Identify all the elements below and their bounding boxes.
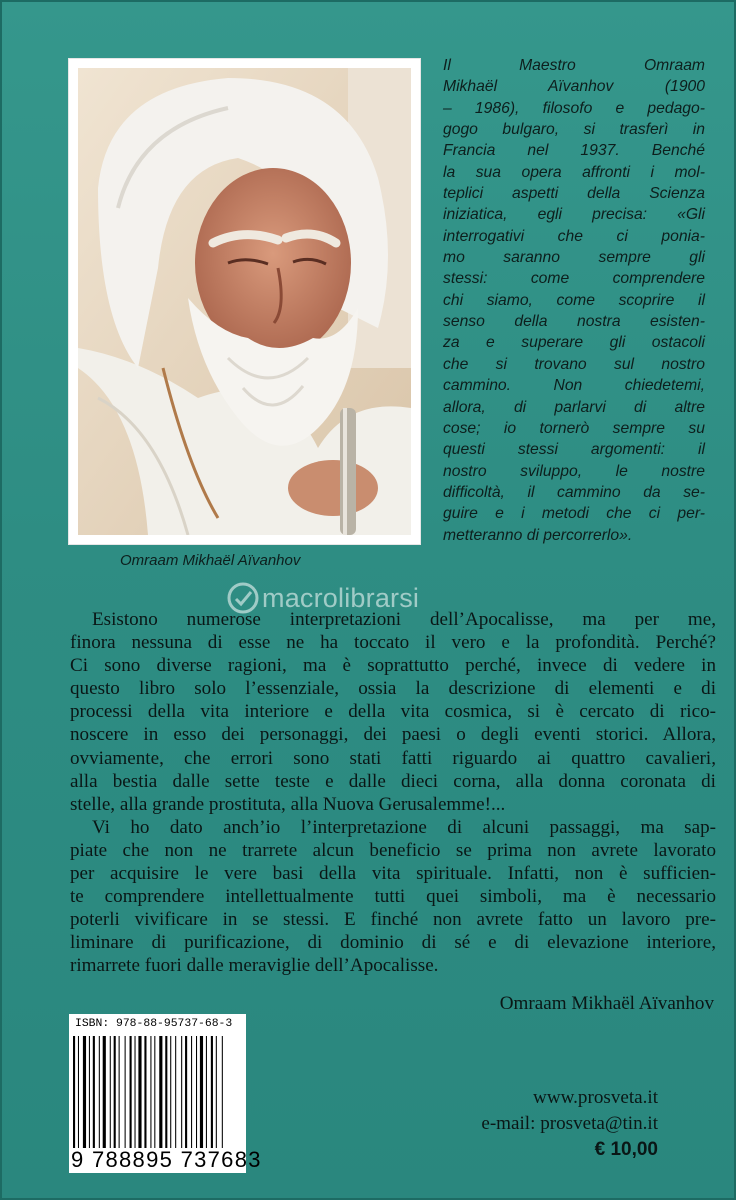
bio-line: questi stessi argomenti: il [443, 441, 705, 459]
barcode-bar [154, 1036, 155, 1148]
barcode-bar [135, 1036, 136, 1148]
photo-caption: Omraam Mikhaël Aïvanhov [120, 552, 301, 569]
barcode-bar [130, 1036, 132, 1148]
barcode-bar [144, 1036, 146, 1148]
bio-line: la sua opera affronti i mol- [443, 163, 705, 181]
description-line: noscere in esso dei personaggi, dei paesi o degli eventi storici. Allora, [70, 724, 716, 746]
description-line: Ci sono diverse ragioni, ma è soprattutto perché, invece di vedere in [70, 655, 716, 677]
bio-line: cammino. Non chiedetemi, [443, 377, 705, 395]
barcode-bar [165, 1036, 167, 1148]
barcode-bar [175, 1036, 176, 1148]
isbn-label: ISBN: 978-88-95737-68-3 [75, 1018, 233, 1030]
description-line: poterli vivificare in se stessi. E finché non avrete fatto un lavoro pre- [70, 909, 716, 931]
description-line: rimarrete fuori dalle meraviglie dell’Apocalisse. [70, 955, 439, 977]
description-line: te comprendere intellettualmente tutti quei simboli, ma è necessario [70, 886, 716, 908]
bio-line: za e superare gli ostacoli [443, 334, 705, 352]
author-bio [443, 55, 705, 546]
bio-line: chi siamo, come scoprire il [443, 291, 705, 309]
bio-line: teplici aspetti della Scienza [443, 185, 705, 203]
bio-line: interrogativi che ci ponia- [443, 227, 705, 245]
description-line: ovviamente, che errori sono stati fatti riguardo ai quattro cavalieri, [70, 747, 716, 769]
description-line: Esistono numerose interpretazioni dell’Apocalisse, ma per me, [92, 609, 716, 630]
bio-line: senso della nostra esisten- [443, 313, 705, 331]
description-line: finora nessuna di esse ne ha toccato il vero e la profondità. Perché? [70, 632, 716, 654]
bio-line: cose; io tornerò sempre su [443, 419, 705, 437]
barcode-bar [114, 1036, 116, 1148]
barcode-bar [83, 1036, 86, 1148]
isbn-barcode [69, 1014, 262, 1173]
barcode-bar [99, 1036, 100, 1148]
barcode-bar [159, 1036, 162, 1148]
barcode-bar [103, 1036, 106, 1148]
publisher-contacts [481, 1085, 658, 1163]
barcode-bar [125, 1036, 126, 1148]
bio-line: Il Maestro Omraam [443, 57, 705, 74]
barcode-bar [119, 1036, 120, 1148]
description-line: processi della vita interiore e della vita cosmica, si è cercato di rico- [70, 701, 716, 723]
bio-line: guire e i metodi che ci per- [443, 505, 705, 523]
author-photo [78, 68, 411, 535]
barcode-bar [73, 1036, 75, 1148]
barcode-bar [138, 1036, 141, 1148]
website-link[interactable]: www.prosveta.it [533, 1087, 658, 1108]
author-photo-frame [69, 59, 420, 544]
bio-line: allora, di parlarvi di altre [443, 398, 705, 416]
barcode-bar [89, 1036, 90, 1148]
barcode-bar [150, 1036, 151, 1148]
description-line: Vi ho dato anch’io l’interpretazione di alcuni passaggi, ma sap- [92, 816, 716, 838]
bio-line: Mikhaël Aïvanhov (1900 [443, 78, 705, 96]
description-line: piate che non ne trarrete alcun beneficio se prima non avrete lavorato [70, 839, 716, 861]
barcode-bar [185, 1036, 187, 1148]
description-line: per acquisire le vere basi della vita spirituale. Infatti, non è sufficien- [70, 863, 716, 885]
barcode-bar [191, 1036, 192, 1148]
ean-digits: 9 788895 737683 [71, 1147, 262, 1172]
barcode-bar [211, 1036, 213, 1148]
barcode-bar [196, 1036, 197, 1148]
barcode-bar [222, 1036, 223, 1148]
bio-line: Francia nel 1937. Benché [443, 142, 705, 160]
description-line: stelle, alla grande prostituta, alla Nuova Gerusalemme!... [70, 793, 506, 815]
barcode-bar [206, 1036, 207, 1148]
description-signature: Omraam Mikhaël Aïvanhov [499, 993, 714, 1014]
watermark-text: macrolibrarsi [262, 582, 420, 613]
book-description [70, 608, 716, 978]
barcode-bar [78, 1036, 79, 1148]
description-line: alla bestia dalle sette teste e dalle dieci corna, alla donna coronata di [70, 770, 716, 792]
price-label: € 10,00 [594, 1139, 658, 1160]
barcode-bar [200, 1036, 203, 1148]
barcode-bar [170, 1036, 171, 1148]
author-portrait-image [78, 68, 411, 535]
barcode-bar [93, 1036, 95, 1148]
bio-line: che si trovano sul nostro [443, 355, 705, 373]
bio-line: mo saranno sempre gli [443, 249, 705, 267]
description-line: liminare di purificazione, di dominio di sé e di elevazione interiore, [70, 932, 716, 954]
bio-line: stessi: come comprendere [443, 270, 705, 288]
barcode-bar [110, 1036, 111, 1148]
barcode-bar [216, 1036, 217, 1148]
email-link[interactable]: e-mail: prosveta@tin.it [481, 1113, 658, 1134]
barcode-bar [181, 1036, 182, 1148]
bio-line: – 1986), filosofo e pedago- [443, 99, 705, 117]
bio-line: gogo bulgaro, si trasferì in [443, 121, 705, 139]
bio-line: metteranno di percorrerlo». [443, 526, 633, 544]
bio-line: iniziatica, egli precisa: «Gli [443, 206, 705, 224]
bio-line: difficoltà, il cammino da se- [443, 483, 705, 501]
barcode-bars [73, 1036, 243, 1148]
bio-line: nostro sviluppo, le nostre [443, 462, 705, 480]
description-line: questo libro solo l’essenziale, ossia la descrizione di elementi e di [70, 678, 716, 700]
